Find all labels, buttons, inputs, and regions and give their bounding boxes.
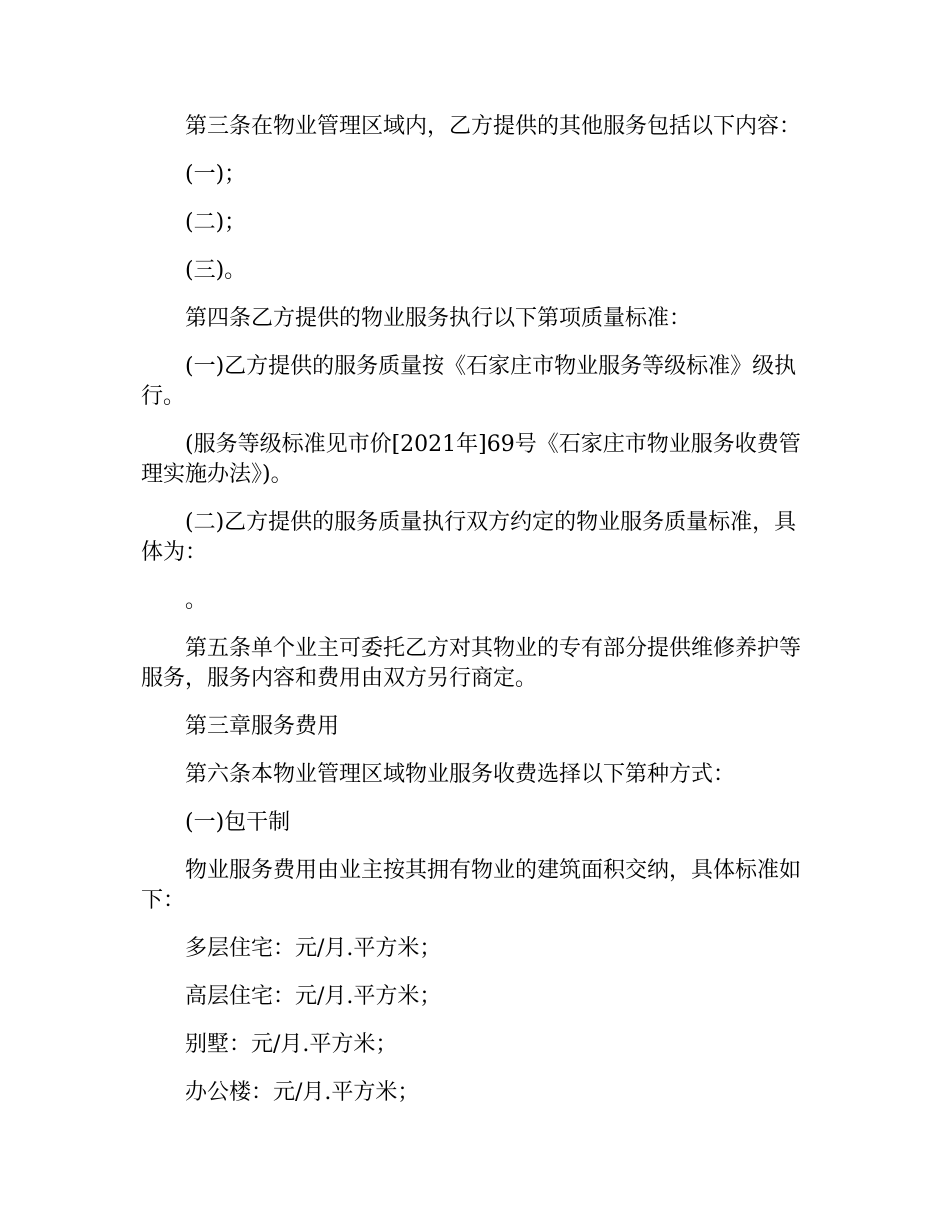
paragraph-article-4-item-2: (二)乙方提供的服务质量执行双方约定的物业服务质量标准，具体为： [141, 510, 797, 565]
paragraph-article-4: 第四条乙方提供的物业服务执行以下第项质量标准： [185, 306, 692, 331]
paragraph-fee-office: 办公楼：元/月.平方米； [185, 1080, 420, 1105]
paragraph-fee-villa: 别墅：元/月.平方米； [185, 1032, 398, 1057]
paragraph-item-2: (二)； [185, 210, 247, 235]
paragraph-article-6: 第六条本物业管理区域物业服务收费选择以下第种方式： [185, 762, 736, 787]
paragraph-article-5: 第五条单个业主可委托乙方对其物业的专有部分提供维修养护等服务，服务内容和费用由双方另行商定。 [141, 636, 802, 691]
paragraph-blank-line: 。 [185, 588, 208, 613]
chapter-heading-service-fees: 第三章服务费用 [185, 714, 340, 739]
document-body [141, 112, 807, 1126]
paragraph-article-3: 第三条在物业管理区域内，乙方提供的其他服务包括以下内容： [185, 114, 802, 139]
paragraph-fee-multistory: 多层住宅：元/月.平方米； [185, 936, 442, 961]
paragraph-fee-highrise: 高层住宅：元/月.平方米； [185, 984, 442, 1009]
paragraph-article-6-item-1: (一)包干制 [185, 810, 291, 835]
paragraph-fee-description: 物业服务费用由业主按其拥有物业的建筑面积交纳，具体标准如下： [141, 858, 802, 913]
paragraph-item-3: (三)。 [185, 258, 247, 283]
paragraph-article-4-note: (服务等级标准见市价[2021年]69号《石家庄市物业服务收费管理实施办法》)。 [141, 432, 801, 487]
paragraph-item-1: (一)； [185, 162, 247, 187]
paragraph-article-4-item-1: (一)乙方提供的服务质量按《石家庄市物业服务等级标准》级执行。 [141, 354, 797, 409]
